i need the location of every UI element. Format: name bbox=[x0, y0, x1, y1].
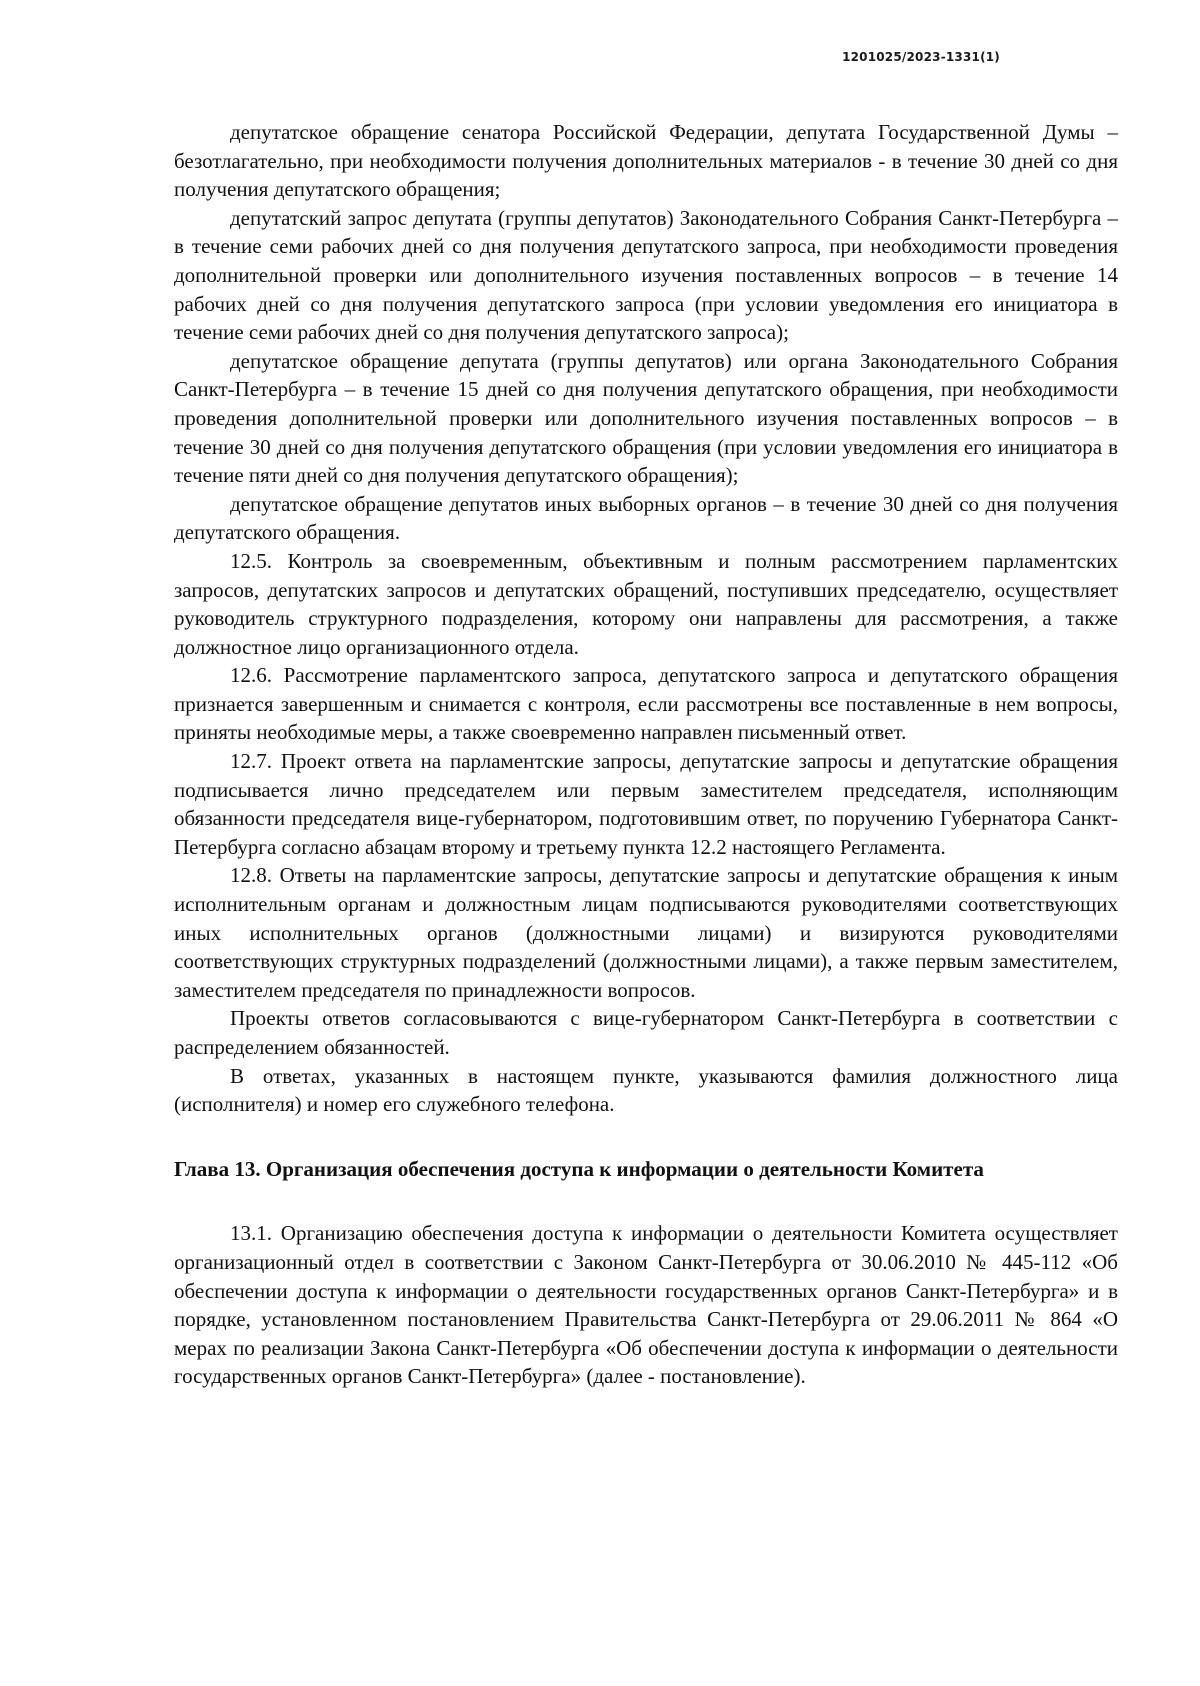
paragraph: депутатское обращение депутатов иных выборных органов – в течение 30 дней со дня получения депутатского обращения. bbox=[174, 491, 1118, 545]
paragraph-12-8: 12.8. Ответы на парламентские запросы, депутатские запросы и депутатские обращения к иным исполнительным органам и должностным лицам подписываются руководителями соответствующих иных исполнительных органов (должностными лицами) и визируются руководителями соответствующих структурных подразделений (должностными лицами), а также первым заместителем, заместителем председателя по принадлежности вопросов. bbox=[174, 863, 1118, 1002]
paragraph-12-5: 12.5. Контроль за своевременным, объективным и полным рассмотрением парламентских запросов, депутатских запросов и депутатских обращений, поступивших председателю, осуществляет руководитель структурного подразделения, которому они направлены для рассмотрения, а также должностное лицо организационного отдела. bbox=[174, 548, 1118, 659]
paragraph-12-6: 12.6. Рассмотрение парламентского запроса, депутатского запроса и депутатского обращения признается завершенным и снимается с контроля, если рассмотрены все поставленные в нем вопросы, приняты необходимые меры, а также своевременно направлен письменный ответ. bbox=[174, 663, 1118, 745]
paragraph: депутатский запрос депутата (группы депутатов) Законодательного Собрания Санкт-Петербурга – в течение семи рабочих дней со дня получения депутатского запроса, при необходимости проведения дополнительной проверки или дополнительного изучения поставленных вопросов – в течение 14 рабочих дней со дня получения депутатского запроса (при условии уведомления его инициатора в течение семи рабочих дней со дня получения депутатского запроса); bbox=[174, 205, 1118, 345]
paragraph: депутатское обращение депутата (группы депутатов) или органа Законодательного Собрания Санкт-Петербурга – в течение 15 дней со дня получения депутатского обращения, при необходимости проведения дополнительной проверки или дополнительного изучения поставленных вопросов – в течение 30 дней со дня получения депутатского обращения (при условии уведомления его инициатора в течение пяти дней со дня получения депутатского обращения); bbox=[174, 348, 1118, 488]
document-body bbox=[174, 118, 1118, 1391]
chapter-heading: Глава 13. Организация обеспечения доступа к информации о деятельности Комитета bbox=[174, 1156, 984, 1181]
paragraph-12-7: 12.7. Проект ответа на парламентские запросы, депутатские запросы и депутатские обращения подписывается лично председателем или первым заместителем председателя, исполняющим обязанности председателя вице-губернатором, подготовившим ответ, по поручению Губернатора Санкт-Петербурга согласно абзацам второму и третьему пункта 12.2 настоящего Регламента. bbox=[174, 749, 1118, 859]
paragraph: Проекты ответов согласовываются с вице-губернатором Санкт-Петербурга в соответствии с распределением обязанностей. bbox=[174, 1006, 1118, 1059]
paragraph: депутатское обращение сенатора Российской Федерации, депутата Государственной Думы – безотлагательно, при необходимости получения дополнительных материалов - в течение 30 дней со дня получения депутатского обращения; bbox=[174, 120, 1118, 202]
paragraph-13-1: 13.1. Организацию обеспечения доступа к информации о деятельности Комитета осуществляет организационный отдел в соответствии с Законом Санкт-Петербурга от 30.06.2010 № 445-112 «Об обеспечении доступа к информации о деятельности государственных органов Санкт-Петербурга» и в порядке, установленном постановлением Правительства Санкт-Петербурга от 29.06.2011 № 864 «О мерах по реализации Закона Санкт-Петербурга «Об обеспечении доступа к информации о деятельности государственных органов Санкт-Петербурга» (далее - постановление). bbox=[174, 1221, 1118, 1389]
paragraph: В ответах, указанных в настоящем пункте, указываются фамилия должностного лица (исполнителя) и номер его служебного телефона. bbox=[174, 1063, 1118, 1117]
document-number: 1201025/2023-1331(1) bbox=[842, 50, 1000, 64]
chapter-heading-block bbox=[174, 1155, 1118, 1184]
